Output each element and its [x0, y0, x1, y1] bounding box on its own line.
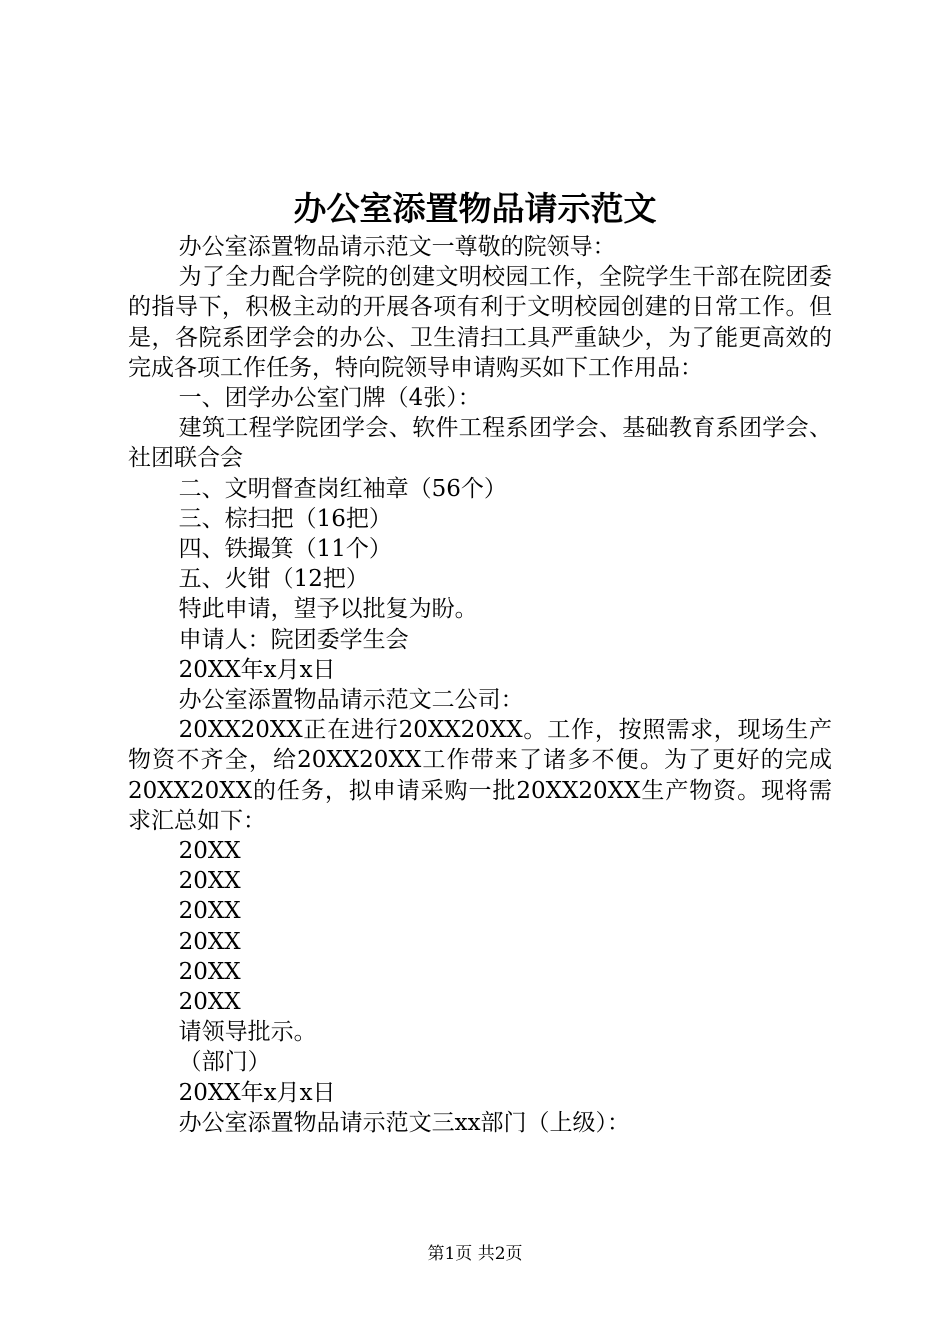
- paragraph: 办公室添置物品请示范文二公司：: [178, 687, 524, 714]
- list-item: 20XX: [178, 958, 241, 985]
- document-body: [128, 232, 832, 1138]
- applicant-line: 申请人：院团委学生会: [178, 626, 409, 653]
- paragraph: 为了全力配合学院的创建文明校园工作，全院学生干部在院团委的指导下，积极主动的开展各项有利于文明校园创建的日常工作。但是，各院系团学会的办公、卫生清扫工具严重缺少，为了能更高效的完成各项工作任务，特向院领导申请购买如下工作用品：: [128, 264, 832, 381]
- paragraph: 20XX20XX正在进行20XX20XX。工作，按照需求，现场生产物资不齐全，给20XX20XX工作带来了诸多不便。为了更好的完成20XX20XX的任务，拟申请采购一批20XX20XX生产物资。现将需求汇总如下：: [128, 717, 832, 834]
- paragraph: 特此申请，望予以批复为盼。: [178, 596, 478, 623]
- list-item: 二、文明督查岗红袖章（56个）: [178, 475, 507, 502]
- page-footer: 第1页 共2页: [427, 1244, 523, 1264]
- list-item: 20XX: [178, 868, 241, 895]
- list-item: 20XX: [178, 838, 241, 865]
- page-title: 办公室添置物品请示范文: [293, 189, 657, 228]
- list-item: 三、棕扫把（16把）: [178, 505, 392, 532]
- list-item: 20XX: [178, 928, 241, 955]
- list-item: 20XX: [178, 898, 241, 925]
- paragraph: 请领导批示。: [178, 1019, 317, 1046]
- paragraph: 办公室添置物品请示范文一尊敬的院领导：: [178, 234, 616, 260]
- list-item: 五、火钳（12把）: [178, 566, 369, 593]
- date-line: 20XX年x月x日: [178, 1079, 336, 1106]
- paragraph: 办公室添置物品请示范文三xx部门（上级）：: [178, 1109, 631, 1136]
- paragraph: 建筑工程学院团学会、软件工程系团学会、基础教育系团学会、社团联合会: [128, 415, 832, 472]
- list-item: 四、铁撮箕（11个）: [178, 536, 392, 563]
- department-line: （部门）: [178, 1049, 271, 1076]
- list-item: 一、团学办公室门牌（4张）：: [178, 385, 481, 412]
- date-line: 20XX年x月x日: [178, 656, 336, 683]
- list-item: 20XX: [178, 989, 241, 1016]
